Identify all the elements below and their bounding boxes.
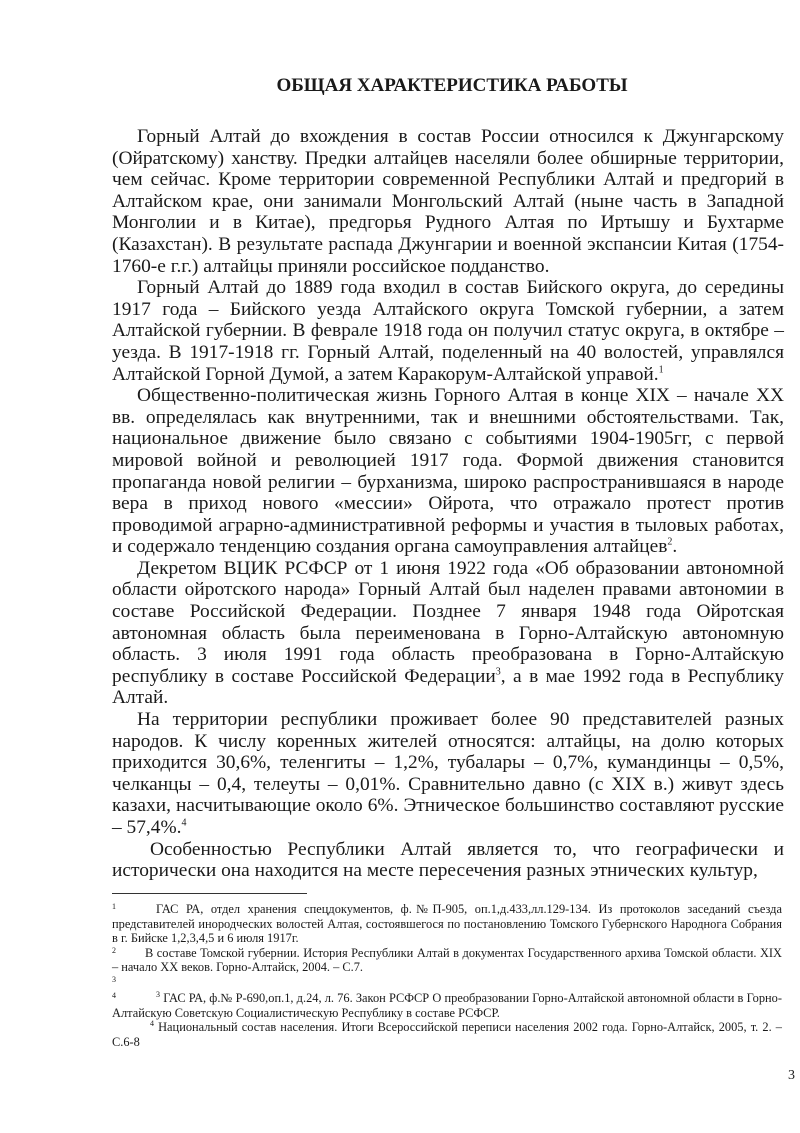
footnotes xyxy=(112,902,782,1049)
paragraph-5: На территории республики проживает более 90 представителей разных народов. К числу коренных жителей относятся: алтайцы, на долю которых приходится 30,6%, теленгиты – 1,2%, тубалары – 0,7%, кумандинцы – 0,5%, челканцы – 0,4, телеуты – 0,01%. Сравнительно давно (с XIX в.) живут здесь казахи, насчитывающие около 6%. Этническое большинство составляют русские – 57,4%.$^4$ xyxy=(112,709,784,838)
paragraph-3: Общественно-политическая жизнь Горного Алтая в конце XIX – начале XX вв. определялась как внутренними, так и внешними обстоятельствами. Так, национальное движение было связано с событиями 1904-1905гг, с первой мировой войной и революцией 1917 года. Формой движения становится пропаганда новой религии – бурханизма, широко распространившаяся в народе вера в приход нового «мессии» Ойрота, что отражало протест против проводимой аграрно-административной реформы и участия в тыловых работах, и содержало тенденцию создания органа самоуправления алтайцев$^2$. xyxy=(112,385,784,558)
footnote-ref[interactable]: 4 xyxy=(181,817,187,829)
footnote-divider xyxy=(112,893,307,894)
paragraph-4: Декретом ВЦИК РСФСР от 1 июня 1922 года «Об образовании автономной области ойротского народа» Горный Алтай был наделен правами автономии в составе Российской Федерации. Позднее 7 января 1948 года Ойротская автономная область была переименована в Горно-Алтайскую автономную область. 3 июля 1991 года область преобразована в Горно-Алтайскую республику в составе Российской Федерации$^3$, а в мае 1992 года в Республику Алтай. xyxy=(112,557,784,709)
paragraph-1: Горный Алтай до вхождения в состав России относился к Джунгарскому (Ойратскому) ханству. Предки алтайцев населяли более обширные территории, чем сейчас. Кроме территории современной Республики Алтай и предгорий в Алтайском крае, они занимали Монгольский Алтай (ныне часть в Западной Монголии и в Китае), предгорья Рудного Алтая по Иртышу и Бухтарме (Казахстан). В результате распада Джунгарии и военной экспансии Китая (1754-1760-е г.г.) алтайцы приняли российское подданство. xyxy=(112,126,784,277)
footnote-2: 2 В составе Томской губернии. История Республики Алтай в документах Государственного архива Томской области. XIX – начало XX веков. Горно-Алтайск, 2004. – С.7. xyxy=(112,945,782,975)
footnote-4: 4 $^3$ ГАС РА, ф.№ Р-690,оп.1, д.24, л. 76. Закон РСФСР О преобразовании Горно-Алтайской автономной области в Горно-Алтайскую Советскую Социалистическую Республику в составе РСФСР. xyxy=(112,989,782,1020)
body-text xyxy=(112,126,784,882)
footnote-ref[interactable]: 3 xyxy=(495,666,501,678)
paragraph-6: Особенностью Республики Алтай является то, что географически и исторически она находится на месте пересечения разных этнических культур, xyxy=(112,838,784,882)
footnote-3: 3 xyxy=(112,974,116,984)
footnote-ref[interactable]: 1 xyxy=(658,364,664,376)
footnote-ref[interactable]: 2 xyxy=(667,536,673,548)
footnote-1: 1 ГАС РА, отдел хранения спецдокументов, ф.№П-905, оп.1,д.433,лл.129-134. Из протоколов заседаний съезда представителей инородческих волостей Алтая, состоявшегося по постановлению Томского Губернского Народнога Собрания в г. Бийске 1,2,3,4,5 и 6 июля 1917г. xyxy=(112,902,782,946)
page-number: 3 xyxy=(788,1068,795,1083)
footnote-5: $^4$ Национальный состав населения. Итоги Всероссийской переписи населения 2002 года. Горно-Алтайск, 2005, т. 2. – С.6-8 xyxy=(112,1019,782,1049)
page-title: ОБЩАЯ ХАРАКТЕРИСТИКА РАБОТЫ xyxy=(276,75,628,96)
paragraph-2: Горный Алтай до 1889 года входил в состав Бийского округа, до середины 1917 года – Бийского уезда Алтайского округа Томской губернии, а затем Алтайской губернии. В феврале 1918 года он получил статус округа, в октябре – уезда. В 1917-1918 гг. Горный Алтай, поделенный на 40 волостей, управлялся Алтайской Горной Думой, а затем Каракорум-Алтайской управой.$^1$ xyxy=(112,277,784,385)
